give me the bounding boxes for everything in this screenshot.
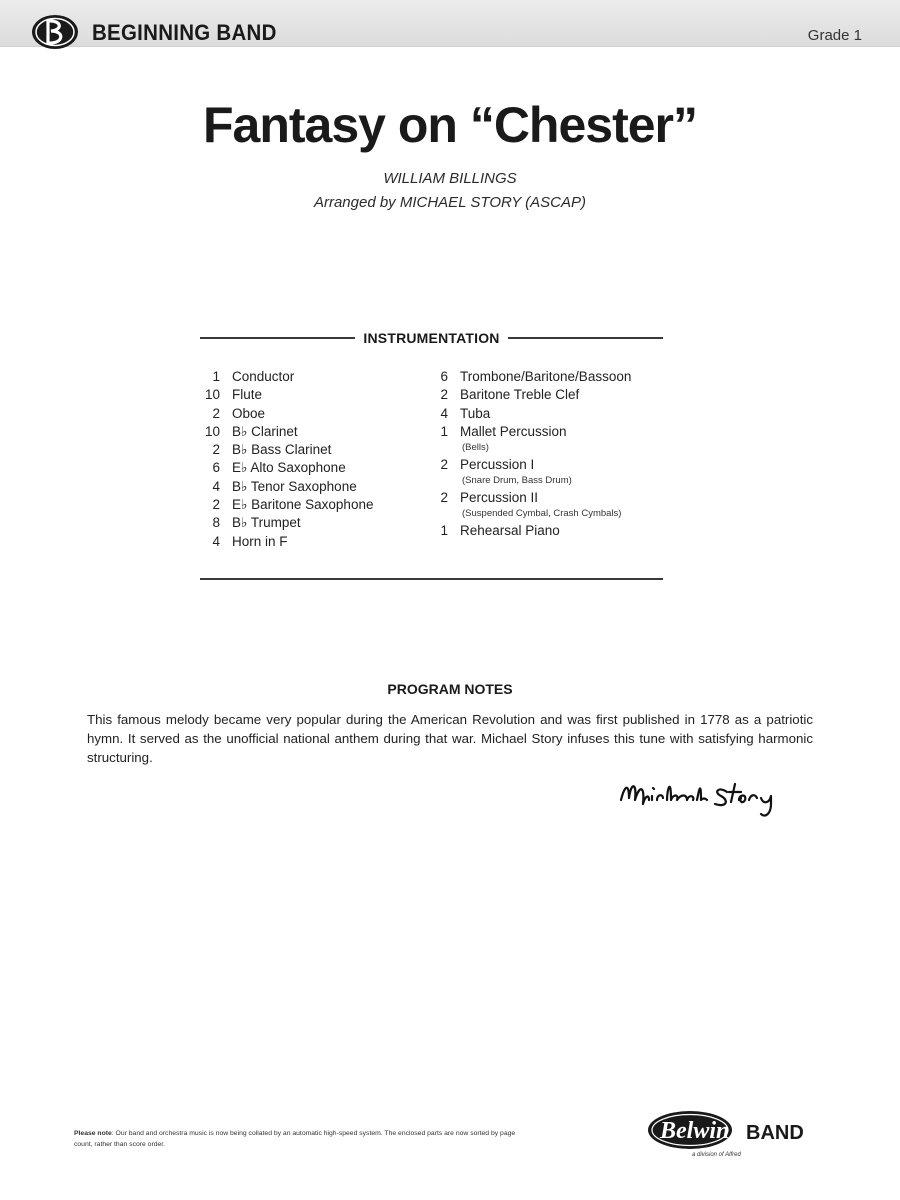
- instrumentation-left-column: [200, 368, 373, 551]
- list-item: [200, 441, 373, 459]
- instrument-name: B♭ Tenor Saxophone: [232, 478, 357, 494]
- footer-note-label: Please note: [74, 1130, 112, 1137]
- instrument-name: Percussion II: [460, 490, 539, 506]
- publisher-name: Belwin: [660, 1118, 730, 1144]
- instrument-qty: 6: [440, 369, 448, 384]
- instrument-detail: (Bells): [462, 442, 489, 454]
- instrument-qty: 2: [440, 387, 448, 403]
- footer-note: [74, 1128, 534, 1150]
- instrumentation-label: INSTRUMENTATION: [363, 330, 500, 346]
- instrument-qty: 1: [440, 423, 448, 439]
- instrument-name: Oboe: [232, 405, 266, 421]
- instrument-name: Percussion I: [460, 456, 535, 472]
- instrument-name: Flute: [232, 387, 263, 403]
- instrument-qty: 2: [212, 497, 220, 513]
- instrument-name: Rehearsal Piano: [460, 523, 560, 539]
- instrument-qty: 2: [440, 490, 448, 506]
- instrument-qty: 1: [212, 369, 220, 384]
- list-item: [200, 496, 373, 514]
- instrument-name: B♭ Bass Clarinet: [232, 442, 332, 458]
- series-name: BEGINNING BAND: [92, 20, 277, 45]
- instrument-name: E♭ Alto Saxophone: [232, 460, 346, 476]
- program-notes-heading: PROGRAM NOTES: [387, 681, 513, 697]
- footer-note-text: : Our band and orchestra music is now being collated by an automatic high-speed system. The enclosed parts are now sorted by page count, rather than score order.: [74, 1130, 516, 1148]
- instrument-qty: 4: [440, 405, 448, 421]
- instrument-name: Horn in F: [232, 533, 288, 549]
- list-item: [200, 459, 373, 477]
- publisher-suffix: BAND: [746, 1122, 804, 1144]
- list-item: [200, 478, 373, 496]
- list-item: [428, 456, 631, 489]
- instrumentation-bottom-rule: [200, 578, 663, 580]
- belwin-band-logo-icon: [646, 1108, 831, 1158]
- list-item: [200, 386, 373, 404]
- instrument-qty: 2: [212, 405, 220, 421]
- instrument-name: Baritone Treble Clef: [460, 387, 580, 403]
- instrument-name: Trombone/Baritone/Bassoon: [460, 369, 632, 384]
- signature-image: [615, 770, 820, 826]
- list-item: [428, 489, 631, 522]
- list-item: [200, 423, 373, 441]
- list-item: [200, 514, 373, 532]
- piece-title: Fantasy on “Chester”: [202, 97, 697, 153]
- instrument-name: Mallet Percussion: [460, 423, 567, 439]
- list-item: [428, 522, 631, 540]
- instrument-name: B♭ Clarinet: [232, 423, 298, 439]
- instrument-qty: 10: [204, 387, 220, 403]
- heading-rule-right: [508, 337, 663, 339]
- instrument-qty: 10: [204, 423, 220, 439]
- grade-label: Grade 1: [807, 27, 862, 44]
- instrument-qty: 4: [212, 533, 220, 549]
- instrumentation-right-column: [428, 368, 631, 540]
- heading-rule-left: [200, 337, 355, 339]
- instrument-qty: 8: [212, 515, 220, 531]
- list-item: [428, 386, 631, 404]
- instrument-name: B♭ Trumpet: [232, 515, 301, 531]
- instrument-detail: (Suspended Cymbal, Crash Cymbals): [462, 508, 622, 520]
- list-item: [200, 405, 373, 423]
- instrument-name: E♭ Baritone Saxophone: [232, 497, 374, 513]
- instrument-detail: (Snare Drum, Bass Drum): [462, 475, 572, 487]
- arranger: Arranged by MICHAEL STORY (ASCAP): [313, 194, 587, 211]
- publisher-tagline: a division of Alfred: [692, 1152, 741, 1158]
- series-logo-icon: [30, 12, 82, 56]
- instrument-qty: 4: [212, 478, 220, 494]
- list-item: [428, 423, 631, 456]
- list-item: [200, 368, 373, 386]
- instrument-qty: 2: [440, 456, 448, 472]
- program-notes-body: This famous melody became very popular during the American Revolution and was first published in 1778 as a patriotic hymn. It served as the unofficial national anthem during that war. Michael Story infuses this tune with satisfying harmonic structuring.: [87, 712, 813, 765]
- instrument-name: Tuba: [460, 405, 491, 421]
- instrument-qty: 1: [440, 523, 448, 539]
- instrumentation-heading: [200, 330, 663, 346]
- instrument-qty: 6: [212, 460, 220, 476]
- instrument-name: Conductor: [232, 369, 295, 384]
- instrument-qty: 2: [212, 442, 220, 458]
- composer: WILLIAM BILLINGS: [383, 170, 517, 187]
- list-item: [428, 405, 631, 423]
- list-item: [200, 533, 373, 551]
- header-bar: [0, 0, 900, 47]
- list-item: [428, 368, 631, 386]
